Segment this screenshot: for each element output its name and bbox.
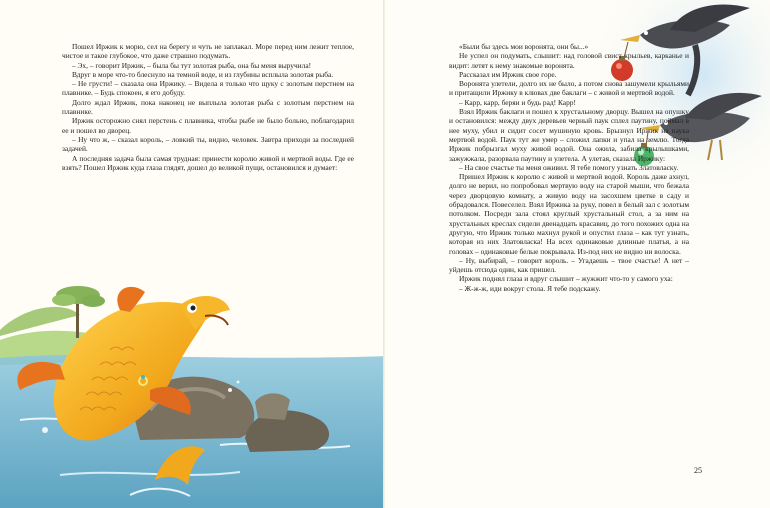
paragraph: Вдруг в море что-то блеснуло на темной воде, и из глубины всплыла золотая рыба. (72, 69, 334, 79)
paragraph: Пришел Иржик к королю с живой и мертвой водой. Король даже ахнул, долго не верил, но попробовал мертвую воду на старой мыши, что бежала через дворцовую комнату, а живую воду на засохшем цветке в саду и обрадовался. Повеселел. Взял Иржика за руку, повел в белый зал с золотым потолком. Посреди зала стоял круглый хрустальный стол, а за ним на хрустальных креслах сидели двенадцать красавиц, до того похожих одна на другую, что Иржик только махнул рукой и опустил глаза – как тут узнать, которая из них Златовласка! На всех одинаковые длинные платья, а на головах – одинаковые белые покрывала. Из-под них не видно ни волоска. (449, 172, 689, 256)
paragraph: Иржик осторожно снял перстень с плавника, чтобы рыбе не было больно, поблагодарил ее и пошел во дворец. (62, 116, 354, 135)
right-page-text (449, 42, 689, 293)
paragraph: «Были бы здесь мои воронята, они бы...» (459, 42, 589, 51)
paragraph: Воронята улетели, долго их не было, а потом снова зашумели крыльями и притащили Иржику в клювах две баклаги – с живой и мертвой водой. (449, 79, 689, 98)
paragraph: Пошел Иржик к морю, сел на берегу и чуть не заплакал. Море перед ним лежит теплое, чистое и такое глубокое, что даже страшно подумать. (62, 42, 354, 61)
paragraph: – Карр, карр, беряи и будь рад! Карр! (459, 97, 576, 107)
paragraph: – Эх, – говорит Иржик, – была бы тут золотая рыба, она бы меня выручила! (72, 60, 312, 70)
paragraph: Не успел он подумать, слышит: над головой свист крыльев, карканье и видит: летят к нему знакомые воронята. (449, 51, 689, 70)
left-page-text (62, 42, 354, 172)
paragraph: – Ж-ж-ж, иди вокруг стола. Я тебе подскажу. (459, 283, 601, 293)
paragraph: Долго ждал Иржик, пока наконец не выплыла золотая рыба с золотым перстнем на плавнике. (62, 97, 354, 117)
paragraph: А последняя задача была самая трудная: принести королю живой и мертвой воды. Где ее взять? Пошел Иржик куда глаза глядят, дошел до великой пущи, остановился и думает: (62, 153, 354, 172)
paragraph: – Не грусти! – сказала она Иржику. – Видела я только что щуку с золотым перстнем на плавнике. – Будь спокоен, я его добуду. (62, 79, 354, 98)
page-number: 25 (694, 466, 702, 475)
paragraph: – Ну, выбирай, – говорит король. – Угадаешь – твое счастье! А нет – уйдешь отсюда один, как пришел. (449, 255, 689, 275)
paragraph: Взял Иржик баклаги и пошел к хрустальному дворцу. Вышел на опушку и остановился: между двух деревьев черный паук сплел паутину, поймал в нее муху, убил и сидит сосет мушиную кровь. Брызнул Иржик на паука мертвой водой. Паук тут же умер – сложил лапки и упал на землю. Тогда Иржик побрызгал муху живой водой. Она ожила, забила крылышками, зажужжала, разорвала паутину и улетела. А улетая, сказала Иржику: (449, 107, 689, 163)
paragraph: – Ну что ж, – сказал король, – ловкий ты, видно, человек. Завтра приходи за последней задачей. (62, 134, 354, 154)
paragraph: Рассказал им Иржик свое горе. (459, 69, 557, 79)
golden-fish-illustration (0, 270, 385, 508)
paragraph: Иржик поднял глаза и вдруг слышит – жужжит что-то у самого уха: (459, 274, 673, 284)
paragraph: – На свое счастье ты меня оживил. Я тебе помогу узнать Златовласку. (459, 162, 679, 172)
